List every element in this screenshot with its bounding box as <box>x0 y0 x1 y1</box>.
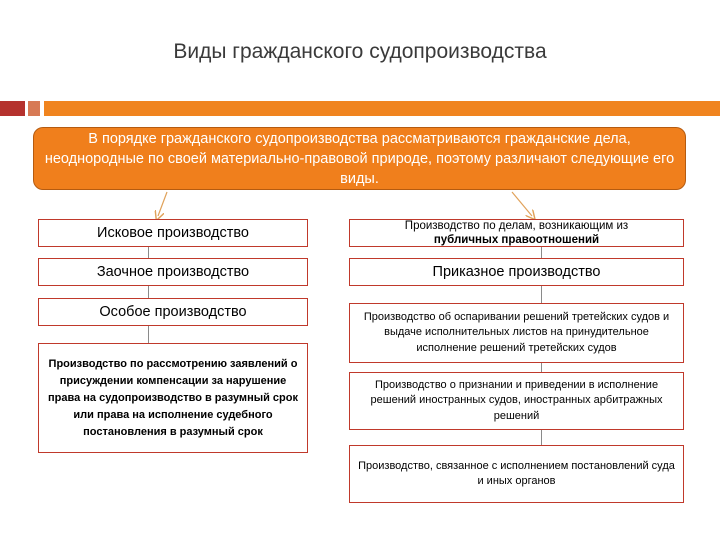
right-item-treteyskie <box>349 303 684 363</box>
left-item-label: Особое производство <box>99 304 247 320</box>
right-item-prikaznoe <box>349 258 684 286</box>
right-item-label-bold: публичных правоотношений <box>433 234 600 246</box>
left-item-kompensaciya <box>38 343 308 453</box>
left-item-label: Заочное производство <box>96 264 250 280</box>
right-item-label: Производство о признании и приведении в исполнение решений иностранных судов, иностранных арбитражных решений <box>370 378 663 422</box>
right-item-inostrannye <box>349 372 684 430</box>
arrow-right <box>512 192 532 216</box>
right-item-label: Производство по делам, возникающим из <box>404 220 629 232</box>
right-item-label: Приказное производство <box>432 264 601 280</box>
left-item-iskovoe <box>38 219 308 247</box>
arrow-left <box>158 192 167 216</box>
right-item-publichnye <box>349 219 684 247</box>
page-title: Виды гражданского судопроизводства <box>173 40 547 63</box>
right-item-ispolnenie <box>349 445 684 503</box>
right-item-label: Производство, связанное с исполнением постановлений суда и иных органов <box>358 459 675 487</box>
right-item-label: Производство об оспаривании решений третейских судов и выдаче исполнительных листов на принудительное исполнение решений третейских судов <box>363 310 670 354</box>
left-item-label: Исковое производство <box>97 225 249 241</box>
left-item-label: Производство по рассмотрению заявлений о присуждении компенсации за нарушение права на судопроизводство в разумный срок или права на исполнение судебного постановления в разумный срок <box>47 357 298 438</box>
intro-banner-text: В порядке гражданского судопроизводства рассматриваются гражданские дела, неоднородные по своей материально-правовой природе, поэтому различают следующие его виды. <box>44 130 675 187</box>
left-item-zaochnoe <box>38 258 308 286</box>
left-item-osoboe <box>38 298 308 326</box>
